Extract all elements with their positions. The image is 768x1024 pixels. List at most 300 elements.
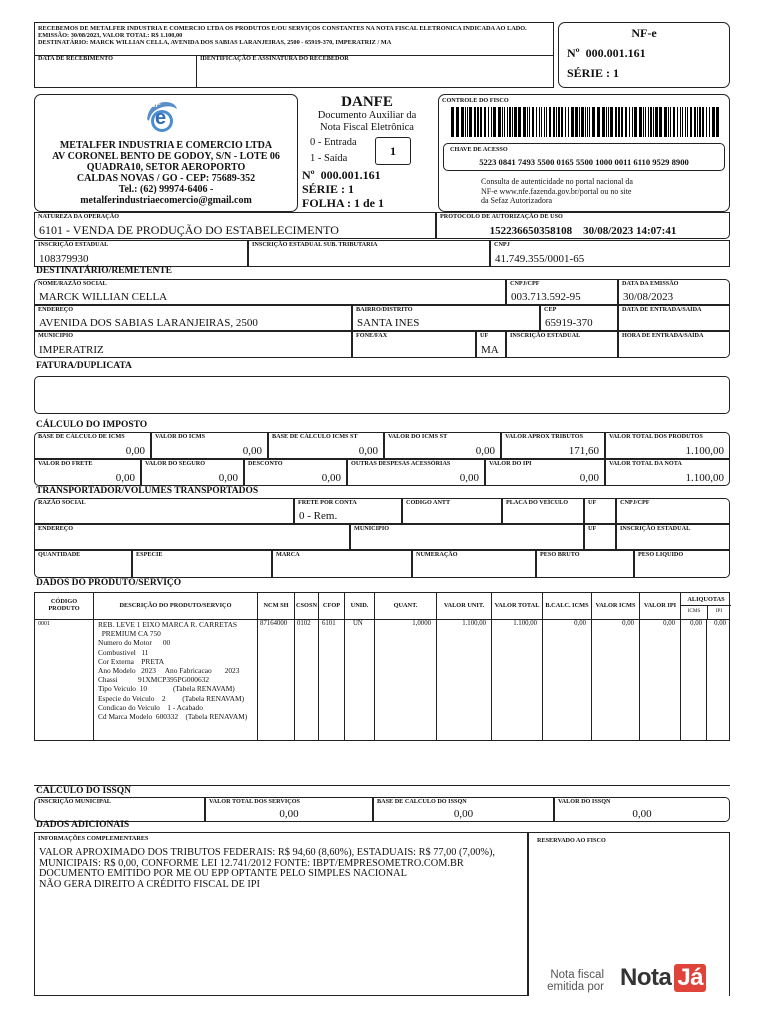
col-line [592, 619, 640, 740]
issqn-im-label: INSCRIÇÃO MUNICIPAL [38, 798, 111, 805]
col-aliquotas [681, 593, 731, 619]
dest-municipio-label: MUNICIPIO [38, 332, 74, 339]
danfe-serie: SÉRIE : 1 [302, 182, 355, 196]
cnpj-value: 41.749.355/0001-65 [495, 252, 585, 265]
col-line [295, 619, 319, 740]
transp-placa-label: PLACA DO VEÍCULO [506, 499, 569, 506]
produtos-section-title: DADOS DO PRODUTO/SERVIÇO [36, 578, 182, 588]
ie-value: 108379930 [39, 252, 89, 265]
natureza-field [34, 212, 436, 239]
natureza-value: 6101 - VENDA DE PRODUÇÃO DO ESTABELECIMENTO [39, 222, 339, 237]
barcode-bar [621, 107, 623, 137]
consulta-text [481, 177, 633, 206]
imposto-row1 [34, 432, 730, 459]
barcode-bar [618, 107, 620, 137]
canhoto-nfe-title: NF-e [631, 26, 657, 40]
dest-municipio-field [34, 331, 352, 358]
barcode-bar [592, 107, 595, 137]
barcode-bar [527, 107, 528, 137]
imposto-value: 0,00 [242, 444, 262, 457]
imposto-label: VALOR TOTAL DA NOTA [609, 460, 682, 467]
dest-entrada-saida-label: DATA DE ENTRADA/SAÍDA [622, 306, 702, 313]
imposto-row2 [34, 459, 730, 486]
col-vtotal: VALOR TOTAL [492, 593, 543, 619]
barcode-bar [668, 107, 669, 137]
canhoto-nfe-number: Nº 000.001.161 [567, 46, 646, 60]
imposto-v-tributos [501, 432, 605, 459]
barcode-bar [697, 107, 698, 137]
nfe-logo-prefix: NF [149, 99, 161, 109]
canhoto-box [34, 22, 554, 88]
barcode-bar [682, 107, 683, 137]
issqn-base-label: BASE DE CALCULO DO ISSQN [377, 798, 467, 805]
barcode-bar [561, 107, 563, 137]
reservado-fisco-label: RESERVADO AO FISCO [537, 837, 606, 844]
imposto-value: 1.100,00 [685, 444, 724, 457]
barcode-bar [706, 107, 707, 137]
transp-razao-label: RAZÃO SOCIAL [38, 499, 86, 506]
dest-endereco-label: ENDEREÇO [38, 306, 74, 313]
desc-line: Chassi 91XMCP395PG000632 [98, 675, 210, 685]
cnpj-field [490, 240, 730, 267]
barcode-bar [589, 107, 590, 137]
desc-line: REB. LEVE 1 EIXO MARCA R. CARRETAS [98, 620, 238, 629]
barcode-bar [625, 107, 627, 137]
barcode-bar [650, 107, 652, 137]
barcode-bar [532, 107, 534, 137]
imposto-label: VALOR TOTAL DOS PRODUTOS [609, 433, 703, 440]
dest-cep-label: CEP [544, 306, 557, 313]
issqn-base-value: 0,00 [453, 807, 474, 820]
item-vipi: 0,00 [663, 620, 675, 627]
barcode-bar [451, 107, 454, 137]
col-line [345, 619, 375, 740]
barcode-bar [639, 107, 642, 137]
dest-uf-label: UF [480, 332, 489, 339]
danfe-entrada: 0 - Entrada [310, 137, 357, 148]
danfe-subtitle2: Nota Fiscal Eletrônica [320, 122, 414, 133]
danfe-tipo-box [375, 137, 411, 165]
transp-razao-field [34, 498, 294, 524]
barcode-bar [541, 107, 542, 137]
barcode-bar [529, 107, 530, 137]
barcode-bar [608, 107, 609, 137]
protocolo-field [436, 212, 730, 239]
info-line: DOCUMENTO EMITIDO POR ME OU EPP OPTANTE PELO SIMPLES NACIONAL [39, 868, 407, 879]
chave-label: CHAVE DE ACESSO [450, 146, 508, 153]
emitente-address2: QUADRA10, SETOR AEROPORTO [86, 162, 246, 173]
barcode-bar [602, 107, 605, 137]
barcode-bar [514, 107, 517, 137]
barcode-bar [565, 107, 566, 137]
emitente-info [35, 140, 297, 206]
barcode-bar [632, 107, 633, 137]
barcode-bar [670, 107, 671, 137]
imposto-value: 0,00 [218, 471, 238, 484]
transp-municipio-field [350, 524, 584, 550]
barcode-bar [581, 107, 584, 137]
transp-cnpj-field [616, 498, 730, 524]
dest-nome-field [34, 279, 506, 305]
imposto-v-icms [151, 432, 268, 459]
barcode-bar [469, 107, 472, 137]
imposto-bc-icms-st [268, 432, 384, 459]
barcode-bar [568, 107, 569, 137]
barcode-bar [480, 107, 482, 137]
imposto-value: 171,60 [568, 444, 599, 457]
barcode-bar [523, 107, 526, 137]
item-bcalc: 0,00 [574, 620, 586, 627]
imposto-value: 0,00 [459, 471, 479, 484]
barcode-bar [536, 107, 537, 137]
col-unid: UNID. [345, 593, 375, 619]
assinatura-field[interactable] [197, 55, 553, 87]
protocolo-value: 152236650358108 30/08/2023 14:07:41 [489, 224, 677, 237]
imposto-label: BASE DE CÁLCULO ICMS ST [272, 433, 358, 440]
imposto-label: VALOR DO SEGURO [145, 460, 206, 467]
desc-line: Condicao do Veiculo 1 - Acabado [98, 702, 203, 712]
nfe-logo [141, 97, 181, 137]
chave-value: 5223 0841 7493 5500 0165 5500 1000 0011 6110 9529 8900 [479, 157, 689, 167]
transp-uf2-field [584, 524, 616, 550]
transp-peso-liquido-field [634, 550, 730, 578]
cnpj-label: CNPJ [494, 241, 510, 248]
item-csosn: 0102 [297, 620, 311, 627]
footer-brand [528, 962, 738, 1002]
canhoto-text [38, 25, 527, 47]
barcode-bar [493, 107, 496, 137]
danfe-number: Nº 000.001.161 [302, 168, 381, 182]
barcode-bar [655, 107, 658, 137]
barcode-bar [587, 107, 588, 137]
transp-marca-label: MARCA [276, 551, 300, 558]
danfe-title: DANFE [341, 94, 393, 110]
desc-line: Combustivel 11 [98, 647, 149, 657]
canhoto-line2: EMISSÃO: 30/08/2023, VALOR TOTAL: R$ 1.100,00 [38, 32, 183, 40]
desc-line: Numero do Motor 00 [98, 638, 171, 648]
transp-endereco-field [34, 524, 350, 550]
item-descricao [98, 620, 258, 721]
dest-hora-field [618, 331, 730, 358]
consulta-line1: Consulta de autenticidade no portal nacional da [481, 177, 633, 186]
item-cfop: 6101 [322, 620, 336, 627]
imposto-ipi [485, 459, 605, 486]
transp-antt-label: CODIGO ANTT [406, 499, 451, 506]
barcode-bar [615, 107, 617, 137]
barcode-bar [558, 107, 560, 137]
consulta-line3: da Sefaz Autorizadora [481, 196, 553, 205]
data-recebimento-label: DATA DE RECEBIMENTO [38, 55, 113, 62]
transp-numeracao-field [412, 550, 536, 578]
dest-uf-value: MA [481, 343, 499, 356]
imposto-value: 0,00 [115, 471, 135, 484]
emitente-address3: CALDAS NOVAS / GO - CEP: 75689-352 [76, 173, 256, 184]
imposto-v-produtos [605, 432, 730, 459]
transp-frete-value: 0 - Rem. [299, 509, 338, 522]
barcode-bar [546, 107, 547, 137]
col-line [681, 619, 707, 740]
barcode-bar [629, 107, 630, 137]
barcode-bar [544, 107, 545, 137]
canhoto-line1: RECEBEMOS DE METALFER INDUSTRIA E COMERCIO LTDA OS PRODUTOS E/OU SERVIÇOS CONSTANTES NA NOTA FISCAL ELETRONICA INDICADA AO LADO. [38, 25, 527, 32]
emitente-address1: AV CORONEL BENTO DE GODOY, S/N - LOTE 06 [52, 151, 280, 162]
transp-frete-field [294, 498, 402, 524]
destinatario-section-title: DESTINATÁRIO/REMETENTE [36, 266, 173, 276]
imposto-value: 0,00 [321, 471, 341, 484]
dest-fone-label: FONE/FAX [356, 332, 388, 339]
issqn-vserv-field [205, 797, 373, 822]
desc-line: Especie do Veiculo 2 (Tabela RENAVAM) [98, 693, 245, 703]
data-recebimento-field[interactable] [35, 55, 197, 87]
dest-bairro-value: SANTA INES [357, 316, 420, 329]
col-line [375, 619, 437, 740]
transp-placa-field [502, 498, 584, 524]
barcode-bar [477, 107, 479, 137]
info-line: VALOR APROXIMADO DOS TRIBUTOS FEDERAIS: R$ 94,60 (8,60%), ESTADUAIS: R$ 77,00 (7,00%), [39, 847, 495, 858]
barcode-bar [690, 107, 692, 137]
barcode-bar [556, 107, 557, 137]
imposto-frete [34, 459, 141, 486]
danfe-folha: FOLHA : 1 de 1 [302, 196, 385, 210]
consulta-line2: NF-e www.nfe.fazenda.gov.br/portal ou no site [481, 186, 632, 196]
barcode-bar [509, 107, 511, 137]
barcode-bar [571, 107, 574, 137]
barcode-bar [673, 107, 675, 137]
protocolo-label: PROTOCOLO DE AUTORIZAÇÃO DE USO [440, 213, 563, 220]
barcode-bar [699, 107, 701, 137]
imposto-section-title: CÁLCULO DO IMPOSTO [36, 420, 148, 430]
barcode [451, 107, 719, 137]
notaja-logo-nota: Nota [620, 964, 672, 991]
issqn-valor-value: 0,00 [632, 807, 652, 820]
footer-emitida [528, 969, 604, 993]
item-codigo: 0001 [38, 621, 50, 627]
desc-line: Ano Modelo 2023 Ano Fabricacao 2023 [98, 666, 240, 676]
danfe-subtitle1: Documento Auxiliar da [317, 110, 417, 121]
imposto-label: VALOR DO ICMS ST [388, 433, 448, 440]
transp-especie-field [132, 550, 272, 578]
col-codigo: CÓDIGO PRODUTO [35, 593, 94, 619]
item-vtotal: 1.100,00 [513, 620, 537, 627]
barcode-bar [664, 107, 667, 137]
barcode-bar [484, 107, 486, 137]
imposto-seguro [141, 459, 244, 486]
col-line [437, 619, 492, 740]
barcode-bar [456, 107, 459, 137]
barcode-bar [539, 107, 540, 137]
natureza-label: NATUREZA DA OPERAÇÃO [38, 213, 120, 220]
barcode-bar [579, 107, 580, 137]
barcode-bar [716, 107, 719, 137]
transp-uf-label: UF [588, 499, 597, 506]
issqn-top-rule [34, 785, 730, 786]
item-vunit: 1.100,00 [462, 620, 486, 627]
barcode-bar [709, 107, 710, 137]
imposto-value: 0,00 [358, 444, 378, 457]
footer-emitida-line2: emitida por [547, 981, 604, 993]
emitente-phone: Tel.: (62) 99974-6406 - [118, 184, 214, 195]
imposto-label: VALOR DO IPI [489, 460, 532, 467]
issqn-vserv-value: 0,00 [279, 807, 299, 820]
info-line: MUNICIPAIS: R$ 0,00, CONFORME LEI 12.741/2012 FONTE: IBPT/EMPRESOMETRO.COM.BR [39, 857, 464, 869]
dest-cep-value: 65919-370 [545, 316, 593, 329]
col-quant: QUANT. [375, 593, 437, 619]
ie-field [34, 240, 248, 267]
issqn-valor-field [554, 797, 730, 822]
col-descricao: DESCRIÇÃO DO PRODUTO/SERVIÇO [94, 593, 258, 619]
item-aipi: 0,00 [714, 620, 726, 627]
barcode-bar [585, 107, 586, 137]
imposto-label: VALOR APROX TRIBUTOS [505, 433, 584, 440]
col-ncm: NCM SH [258, 593, 295, 619]
emitente-name: METALFER INDUSTRIA E COMERCIO LTDA [59, 140, 273, 151]
transp-uf-field [584, 498, 616, 524]
item-aicms: 0,00 [690, 620, 702, 627]
info-complementares-field [34, 832, 528, 996]
imposto-value: 1.100,00 [685, 471, 724, 484]
col-vunit: VALOR UNIT. [437, 593, 492, 619]
col-vipi: VALOR IPI [640, 593, 681, 619]
col-aliq-ipi: IPI [715, 608, 723, 614]
fatura-section-title: FATURA/DUPLICATA [36, 361, 132, 371]
imposto-label: VALOR DO ICMS [155, 433, 206, 440]
col-csosn: CSOSN [295, 593, 319, 619]
transp-ie-field [616, 524, 730, 550]
dest-cpf-value: 003.713.592-95 [511, 290, 581, 303]
dest-emissao-label: DATA DA EMISSÃO [622, 280, 679, 287]
barcode-bar [643, 107, 644, 137]
imposto-value: 0,00 [475, 444, 495, 457]
imposto-bc-icms [34, 432, 151, 459]
barcode-bar [507, 107, 508, 137]
info-complementares-label: INFORMAÇÕES COMPLEMENTARES [38, 835, 149, 842]
barcode-bar [491, 107, 492, 137]
issqn-vserv-label: VALOR TOTAL DOS SERVIÇOS [209, 798, 300, 805]
col-bcalc: B.CALC. ICMS [543, 593, 592, 619]
dest-endereco-value: AVENIDA DOS SABIAS LARANJEIRAS, 2500 [39, 316, 258, 329]
dest-municipio-value: IMPERATRIZ [39, 343, 104, 356]
barcode-bar [702, 107, 704, 137]
imposto-outras [347, 459, 485, 486]
transp-antt-field [402, 498, 502, 524]
dest-bairro-field [352, 305, 540, 331]
transp-quantidade-label: QUANTIDADE [38, 551, 81, 558]
dest-ie-label: INSCRIÇÃO ESTADUAL [510, 332, 581, 339]
item-vicms: 0,00 [622, 620, 634, 627]
assinatura-label: IDENTIFICAÇÃO E ASSINATURA DO RECEBEDOR [200, 55, 349, 62]
transp-uf2-label: UF [588, 525, 597, 532]
barcode-bar [467, 107, 468, 137]
col-line [492, 619, 543, 740]
dest-emissao-value: 30/08/2023 [623, 290, 674, 303]
barcode-bar [498, 107, 501, 137]
dest-entrada-saida-field [618, 305, 730, 331]
dest-cep-field [540, 305, 618, 331]
barcode-bar [712, 107, 715, 137]
barcode-bar [474, 107, 476, 137]
imposto-desconto [244, 459, 347, 486]
danfe-tipo: 1 [390, 144, 396, 158]
dest-cpf-label: CNPJ/CPF [510, 280, 540, 287]
transp-numeracao-label: NUMERAÇÃO [416, 551, 458, 558]
notaja-logo [620, 964, 706, 992]
col-aliq-icms: ICMS [687, 608, 701, 614]
imposto-label: OUTRAS DESPESAS ACESSÓRIAS [351, 460, 451, 467]
issqn-base-field [373, 797, 554, 822]
transp-especie-label: ESPECIE [136, 551, 163, 558]
transp-marca-field [272, 550, 412, 578]
barcode-bar [461, 107, 464, 137]
barcode-bar [659, 107, 662, 137]
dest-emissao-field [618, 279, 730, 305]
nfe-logo-letter: e [155, 107, 167, 129]
barcode-bar [610, 107, 613, 137]
info-line: NÃO GERA DIREITO A CRÉDITO FISCAL DE IPI [39, 878, 260, 890]
emitente-email: metalferindustriaecomercio@gmail.com [80, 195, 252, 206]
desc-line: Cd Marca Modelo 600332 (Tabela RENAVAM) [98, 712, 248, 722]
ie-st-label: INSCRIÇÃO ESTADUAL SUB. TRIBUTARIA [252, 241, 378, 248]
barcode-bar [653, 107, 654, 137]
notaja-logo-ja: Já [674, 964, 706, 992]
issqn-valor-label: VALOR DO ISSQN [558, 798, 611, 805]
barcode-bar [488, 107, 489, 137]
imposto-v-icms-st [384, 432, 501, 459]
dest-uf-field [476, 331, 506, 358]
controle-label: CONTROLE DO FISCO [442, 97, 509, 104]
barcode-bar [634, 107, 637, 137]
barcode-bar [553, 107, 555, 137]
col-line [640, 619, 681, 740]
ie-st-field [248, 240, 490, 267]
col-vicms: VALOR ICMS [592, 593, 640, 619]
col-line [258, 619, 295, 740]
barcode-bar [575, 107, 578, 137]
desc-line: Cor Externa PRETA [98, 656, 165, 666]
col-line [319, 619, 345, 740]
desc-line: Tipo Veiculo 10 (Tabela RENAVAM) [98, 684, 235, 694]
barcode-bar [685, 107, 686, 137]
emitente-box [34, 94, 298, 212]
footer-emitida-line1: Nota fiscal [550, 969, 604, 981]
dest-cpf-field [506, 279, 618, 305]
col-aliquotas-title: ALIQUOTAS [687, 596, 725, 603]
barcode-bar [677, 107, 678, 137]
dest-ie-field [506, 331, 618, 358]
transp-endereco-label: ENDEREÇO [38, 525, 74, 532]
imposto-label: BASE DE CÁLCULO DE ICMS [38, 433, 125, 440]
dest-bairro-label: BAIRRO/DISTRITO [356, 306, 413, 313]
controle-box [438, 94, 730, 212]
barcode-bar [512, 107, 513, 137]
barcode-bar [518, 107, 521, 137]
transp-cnpj-label: CNPJ/CPF [620, 499, 650, 506]
col-line [35, 619, 94, 740]
transp-peso-liquido-label: PESO LIQUIDO [638, 551, 684, 558]
item-quant: 1,0000 [412, 620, 431, 627]
barcode-bar [504, 107, 505, 137]
chave-box [443, 143, 725, 171]
transp-peso-bruto-label: PESO BRUTO [540, 551, 580, 558]
issqn-section-title: CALCULO DO ISSQN [36, 786, 132, 796]
transporte-section-title: TRANSPORTADOR/VOLUMES TRANSPORTADOS [36, 486, 259, 496]
transp-peso-bruto-field [536, 550, 634, 578]
imposto-value: 0,00 [125, 444, 145, 457]
transp-ie-label: INSCRIÇÃO ESTADUAL [620, 525, 691, 532]
aliquotas-divider [681, 605, 731, 606]
dest-hora-label: HORA DE ENTRADA/SAÍDA [622, 332, 704, 339]
imposto-label: VALOR DO FRETE [38, 460, 93, 467]
transp-frete-label: FRETE POR CONTA [298, 499, 357, 506]
